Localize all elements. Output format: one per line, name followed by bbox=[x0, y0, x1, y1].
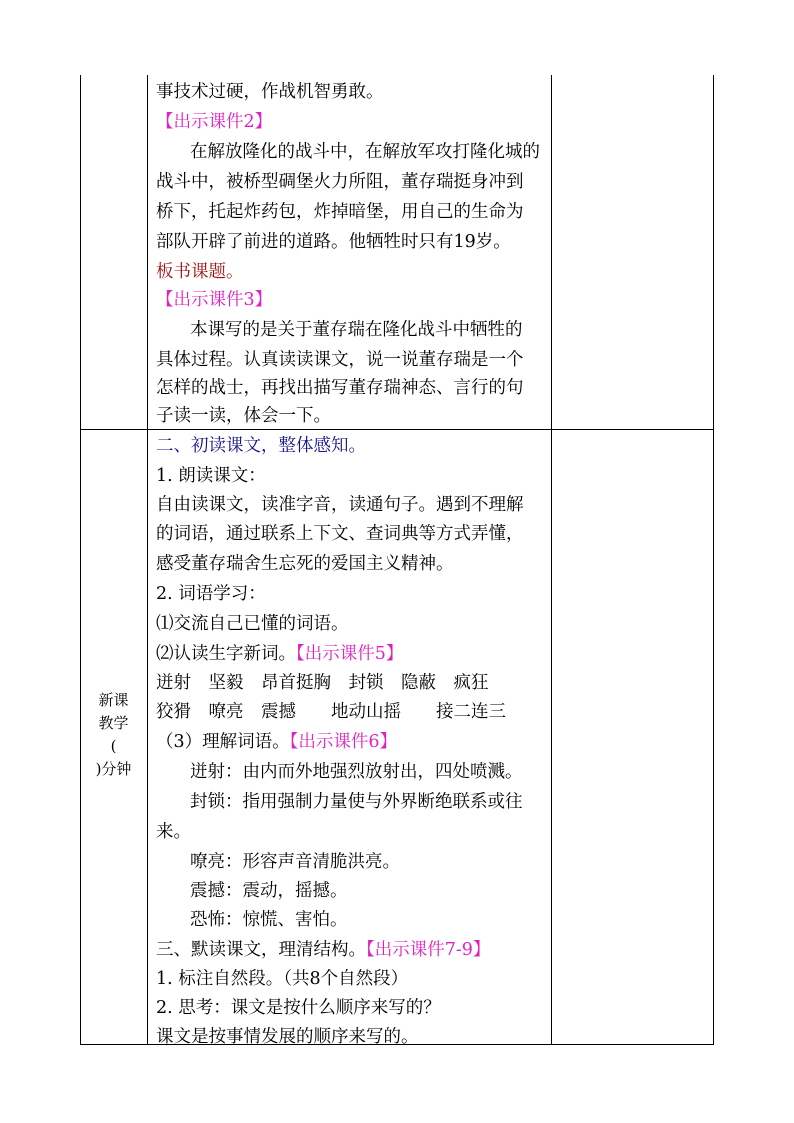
text-line: 具体过程。认真读读课文，说一说董存瑞是一个 bbox=[156, 350, 524, 370]
section-title: 初读课文，整体感知。 bbox=[191, 436, 366, 456]
text-line: 怎样的战士，再找出描写董存瑞神态、言行的句 bbox=[156, 378, 524, 398]
text-line: 子读一读，体会一下。 bbox=[156, 406, 331, 426]
stage-label-line: )分钟 bbox=[95, 760, 132, 778]
text-line: 部队开辟了前进的道路。他牺牲时只有19岁。 bbox=[156, 232, 511, 252]
section-heading-2 bbox=[156, 435, 366, 457]
definition-line: 来。 bbox=[156, 822, 191, 842]
courseware-tag: 【出示课件3】 bbox=[156, 290, 273, 310]
courseware-tag: 【出示课件2】 bbox=[156, 112, 273, 132]
text-line: 2. 词语学习： bbox=[156, 584, 266, 604]
definition-line: 封锁：指用强制力量使与外界断绝联系或往 bbox=[190, 792, 523, 812]
table-border-left bbox=[80, 75, 81, 1045]
courseware-tag: 【出示课件5】 bbox=[296, 644, 404, 664]
courseware-tag: 【出示课件6】 bbox=[289, 732, 398, 752]
table-border-right bbox=[713, 75, 714, 1045]
stage-label-line: 教学 bbox=[98, 714, 129, 732]
text-line: 1. 朗读课文： bbox=[156, 466, 266, 486]
text-line: 战斗中，被桥型碉堡火力所阻，董存瑞挺身冲到 bbox=[156, 172, 524, 192]
text-line: 自由读课文，读准字音，读通句子。遇到不理解 bbox=[156, 495, 524, 515]
text-line: 课文是按事情发展的顺序来写的。 bbox=[156, 1027, 419, 1047]
section-heading-3 bbox=[156, 939, 490, 961]
definition-line: 震撼：震动，摇撼。 bbox=[190, 881, 348, 901]
column-divider-1 bbox=[147, 75, 148, 1045]
text-line: 本课写的是关于董存瑞在隆化战斗中牺牲的 bbox=[190, 320, 523, 340]
text-line: 的词语，通过联系上下文、查词典等方式弄懂， bbox=[156, 524, 524, 544]
vocabulary-line: 迸射 坚毅 昂首挺胸 封锁 隐蔽 疯狂 bbox=[156, 673, 489, 693]
lesson-plan-table bbox=[80, 75, 714, 1045]
stage-label-line: 新课 bbox=[98, 691, 129, 709]
stage-label bbox=[80, 689, 147, 781]
definition-line: 嘹亮：形容声音清脆洪亮。 bbox=[190, 852, 400, 872]
text-segment: ⑵认读生字新词。 bbox=[156, 644, 296, 664]
text-line: 在解放隆化的战斗中，在解放军攻打隆化城的 bbox=[190, 142, 540, 162]
section-title: 三、默读课文，理清结构。 bbox=[156, 940, 366, 960]
row-divider bbox=[80, 429, 714, 430]
board-title-note: 板书课题。 bbox=[156, 262, 244, 282]
column-divider-2 bbox=[551, 75, 552, 1045]
section-number: 二、 bbox=[156, 436, 191, 456]
text-segment: （3）理解词语。 bbox=[156, 732, 290, 752]
definition-line: 迸射：由内而外地强烈放射出，四处喷溅。 bbox=[190, 762, 523, 782]
courseware-tag: 【出示课件7-9】 bbox=[366, 940, 491, 960]
stage-label-line: ( bbox=[110, 737, 117, 755]
text-line bbox=[156, 643, 403, 665]
text-line: 桥下，托起炸药包，炸掉暗堡，用自己的生命为 bbox=[156, 202, 524, 222]
vocabulary-line: 狡猾 嘹亮 震撼 地动山摇 接二连三 bbox=[156, 702, 506, 722]
text-line: ⑴交流自己已懂的词语。 bbox=[156, 614, 349, 634]
text-line: 1. 标注自然段。（共8个自然段） bbox=[156, 969, 409, 989]
text-line: 事技术过硬，作战机智勇敢。 bbox=[156, 82, 384, 102]
definition-line: 恐怖：惊慌、害怕。 bbox=[190, 910, 348, 930]
text-line: 感受董存瑞舍生忘死的爱国主义精神。 bbox=[156, 554, 454, 574]
text-line bbox=[156, 731, 397, 753]
text-line: 2. 思考：课文是按什么顺序来写的？ bbox=[156, 998, 441, 1018]
